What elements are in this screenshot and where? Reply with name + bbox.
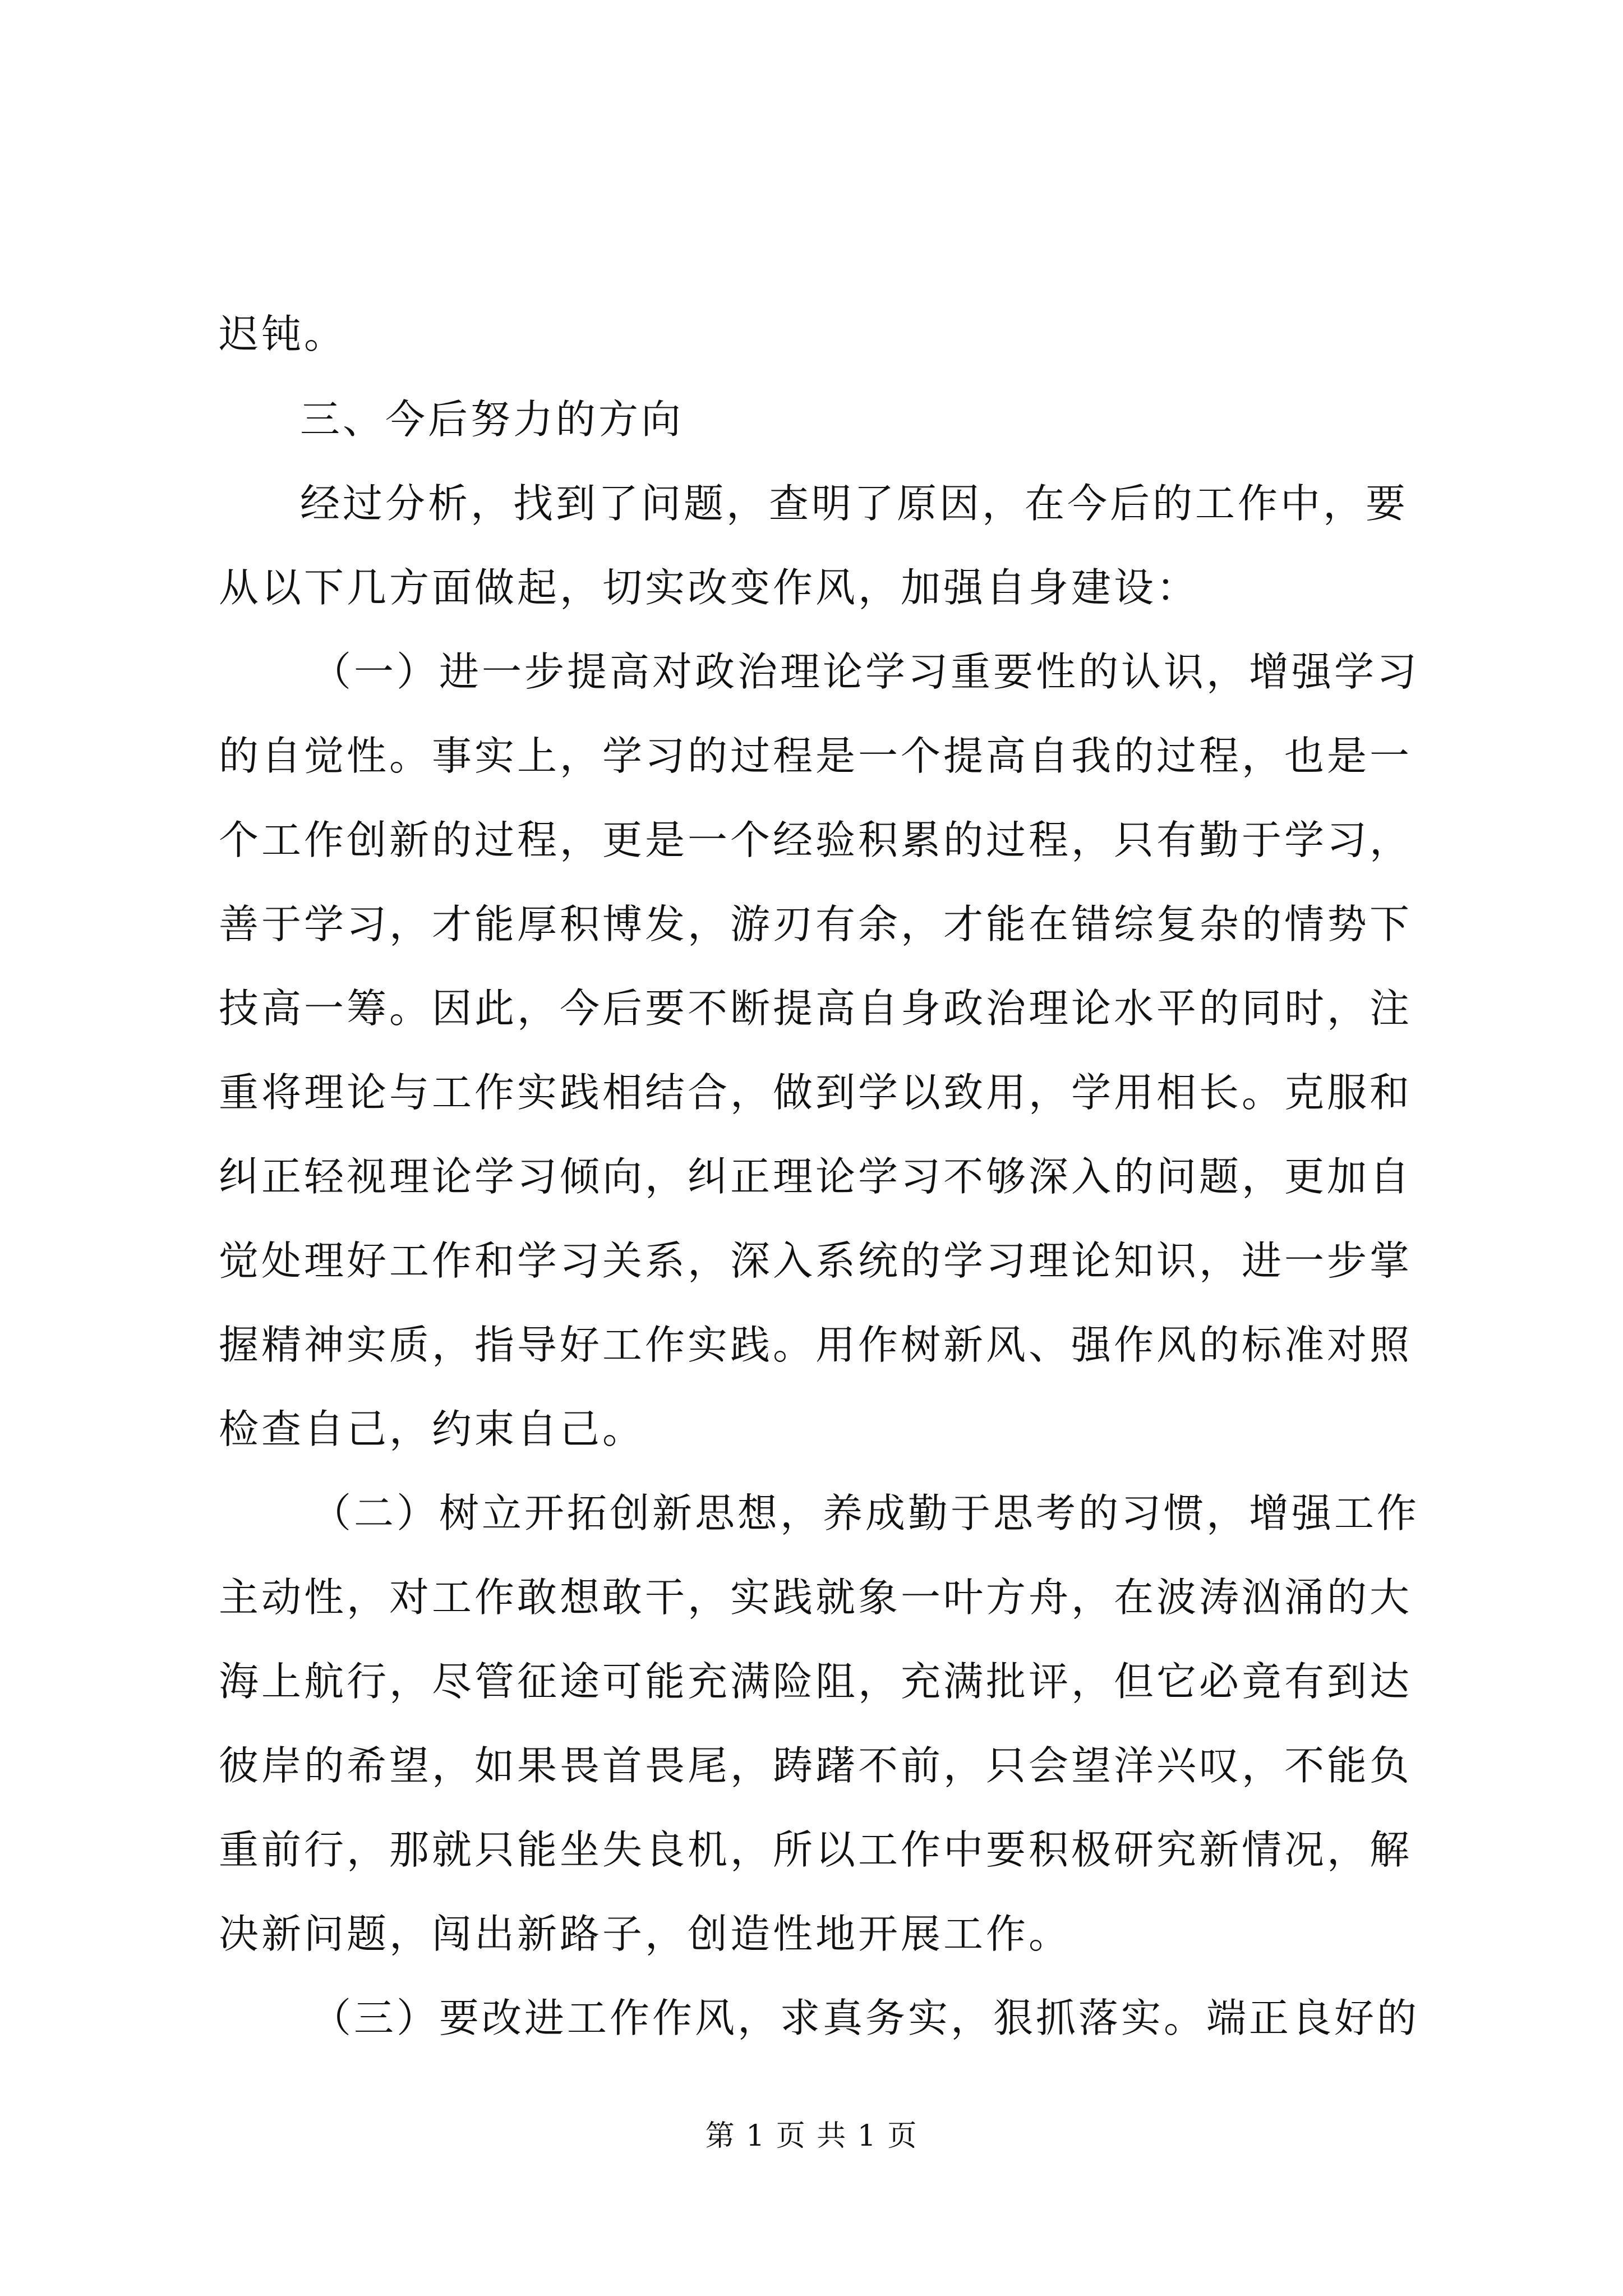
text-line-1: 迟钝。 — [219, 311, 347, 357]
subsection-2-line-5: 重前行，那就只能坐失良机，所以工作中要积极研究新情况，解 — [219, 1826, 1413, 1873]
subsection-1-line-8: 觉处理好工作和学习关系，深入系统的学习理论知识，进一步掌 — [219, 1237, 1413, 1284]
subsection-1-line-7: 纠正轻视理论学习倾向，纠正理论学习不够深入的问题，更加自 — [219, 1153, 1413, 1200]
text-line-4: 从以下几方面做起，切实改变作风，加强自身建设： — [219, 564, 1200, 611]
subsection-1-line-4: 善于学习，才能厚积博发，游刃有余，才能在错综复杂的情势下 — [219, 901, 1413, 947]
subsection-1-line-5: 技高一筹。因此，今后要不断提高自身政治理论水平的同时，注 — [219, 985, 1413, 1032]
subsection-2-line-4: 彼岸的希望，如果畏首畏尾，踌躇不前，只会望洋兴叹，不能负 — [219, 1742, 1413, 1789]
subsection-1-line-3: 个工作创新的过程，更是一个经验积累的过程，只有勤于学习， — [219, 817, 1413, 863]
text-line-3: 经过分析，找到了问题，查明了原因，在今后的工作中，要 — [300, 480, 1409, 527]
subsection-2-line-6: 决新问题，闯出新路子，创造性地开展工作。 — [219, 1911, 1072, 1957]
subsection-1-line-10: 检查自己，约束自己。 — [219, 1406, 645, 1452]
page-footer: 第 1 页 共 1 页 — [705, 2119, 918, 2153]
subsection-2-line-2: 主动性，对工作敢想敢干，实践就象一叶方舟，在波涛汹涌的大 — [219, 1574, 1413, 1621]
section-heading-3: 三、今后努力的方向 — [300, 396, 684, 443]
subsection-1-line-1: （一）进一步提高对政治理论学习重要性的认识，增强学习 — [311, 648, 1420, 695]
subsection-1-line-2: 的自觉性。事实上，学习的过程是一个提高自我的过程，也是一 — [219, 733, 1413, 779]
subsection-1-line-9: 握精神实质，指导好工作实践。用作树新风、强作风的标准对照 — [219, 1322, 1413, 1368]
subsection-2-line-1: （二）树立开拓创新思想，养成勤于思考的习惯，增强工作 — [311, 1490, 1420, 1536]
subsection-2-line-3: 海上航行，尽管征途可能充满险阻，充满批评，但它必竟有到达 — [219, 1658, 1413, 1705]
subsection-1-line-6: 重将理论与工作实践相结合，做到学以致用，学用相长。克服和 — [219, 1069, 1413, 1116]
subsection-3-line-1: （三）要改进工作作风，求真务实，狠抓落实。端正良好的 — [311, 1995, 1420, 2041]
